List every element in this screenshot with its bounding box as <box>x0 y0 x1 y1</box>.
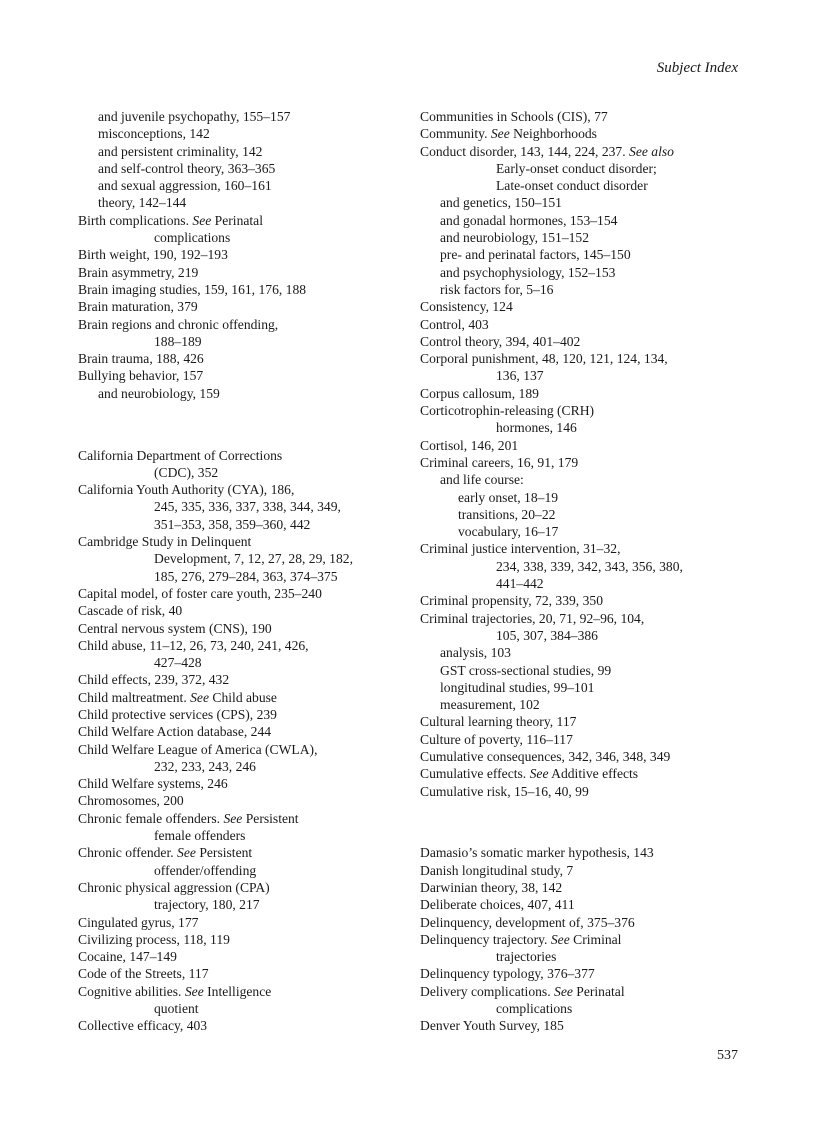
index-entry: Culture of poverty, 116–117 <box>420 731 573 747</box>
index-entry: Cascade of risk, 40 <box>78 603 183 619</box>
page-number: 537 <box>717 1048 738 1063</box>
index-entry: Chronic physical aggression (CPA) <box>78 879 270 895</box>
index-entry: Darwinian theory, 38, 142 <box>420 879 563 895</box>
index-entry: Child Welfare systems, 246 <box>78 776 228 792</box>
entry-text: Perinatal <box>211 212 263 228</box>
index-entry-continuation: 441–442 <box>496 576 544 592</box>
index-entry: Central nervous system (CNS), 190 <box>78 620 272 636</box>
entry-text: Additive effects <box>548 766 639 782</box>
index-entry: Cultural learning theory, 117 <box>420 714 577 730</box>
index-entry: Criminal justice intervention, 31–32, <box>420 541 621 557</box>
entry-text: Delivery complications. <box>420 983 555 999</box>
cross-reference-see: See <box>190 689 209 705</box>
cross-reference-see: See also <box>629 143 674 159</box>
index-entry: Child effects, 239, 372, 432 <box>78 672 230 688</box>
index-entry <box>420 765 750 782</box>
index-entry <box>78 810 418 827</box>
index-entry: Criminal careers, 16, 91, 179 <box>420 454 579 470</box>
index-entry-continuation: complications <box>154 230 231 246</box>
index-entry: Danish longitudinal study, 7 <box>420 862 574 878</box>
index-subentry: analysis, 103 <box>440 645 511 661</box>
entry-text: Conduct disorder, 143, 144, 224, 237. <box>420 143 630 159</box>
index-entry-continuation: 136, 137 <box>496 368 544 384</box>
index-entry: Cumulative risk, 15–16, 40, 99 <box>420 783 589 799</box>
index-entry: Cocaine, 147–149 <box>78 949 177 965</box>
index-entry-continuation: 351–353, 358, 359–360, 442 <box>154 516 311 532</box>
entry-text: Delinquency trajectory. <box>420 931 551 947</box>
index-entry: Brain maturation, 379 <box>78 299 198 315</box>
index-subentry: measurement, 102 <box>440 697 540 713</box>
index-entry-continuation: 245, 335, 336, 337, 338, 344, 349, <box>154 499 341 515</box>
index-subentry: risk factors for, 5–16 <box>440 281 554 297</box>
index-entry: Brain trauma, 188, 426 <box>78 351 204 367</box>
cross-reference-see: See <box>554 983 573 999</box>
cross-reference-see: See <box>192 212 212 228</box>
index-subsubentry: vocabulary, 16–17 <box>458 524 559 540</box>
index-entry-continuation: female offenders <box>154 828 246 844</box>
index-entry: Cortisol, 146, 201 <box>420 437 519 453</box>
index-entry <box>78 689 418 706</box>
index-entry: Bullying behavior, 157 <box>78 368 204 384</box>
index-subentry: and psychophysiology, 152–153 <box>440 264 616 280</box>
index-entry-continuation: 105, 307, 384–386 <box>496 627 598 643</box>
index-entry: Delinquency, development of, 375–376 <box>420 914 635 930</box>
index-entry-continuation: complications <box>496 1001 573 1017</box>
index-entry: Delinquency typology, 376–377 <box>420 966 595 982</box>
index-entry: Child abuse, 11–12, 26, 73, 240, 241, 426, <box>78 637 309 653</box>
index-entry-continuation: quotient <box>154 1001 199 1017</box>
entry-text: Criminal <box>569 931 622 947</box>
index-entry: Civilizing process, 118, 119 <box>78 931 230 947</box>
index-subentry: and genetics, 150–151 <box>440 195 562 211</box>
index-entry <box>78 983 418 1000</box>
index-entry-continuation: 185, 276, 279–284, 363, 374–375 <box>154 568 338 584</box>
index-entry-continuation: (CDC), 352 <box>154 464 219 480</box>
index-entry: Corticotrophin-releasing (CRH) <box>420 403 595 419</box>
index-entry: Brain regions and chronic offending, <box>78 316 279 332</box>
index-subentry: and juvenile psychopathy, 155–157 <box>98 109 291 124</box>
index-entry-continuation: offender/offending <box>154 862 257 878</box>
index-entry-continuation: 427–428 <box>154 655 202 671</box>
index-entry-continuation: 234, 338, 339, 342, 343, 356, 380, <box>496 558 683 574</box>
index-entry: Damasio’s somatic marker hypothesis, 143 <box>420 845 654 861</box>
index-entry: Denver Youth Survey, 185 <box>420 1018 564 1034</box>
index-entry: Communities in Schools (CIS), 77 <box>420 109 608 124</box>
index-entry: Criminal propensity, 72, 339, 350 <box>420 593 603 609</box>
entry-text: Persistent <box>242 810 299 826</box>
index-entry <box>420 983 750 1000</box>
index-entry: Criminal trajectories, 20, 71, 92–96, 104, <box>420 610 645 626</box>
index-entry: Control, 403 <box>420 316 489 332</box>
index-entry: Code of the Streets, 117 <box>78 966 209 982</box>
index-entry <box>420 125 750 142</box>
index-entry: Collective efficacy, 403 <box>78 1018 208 1034</box>
entry-text: Birth complications. <box>78 212 193 228</box>
index-entry-continuation: Development, 7, 12, 27, 28, 29, 182, <box>154 551 353 567</box>
index-entry: Consistency, 124 <box>420 299 513 315</box>
index-entry: Child Welfare Action database, 244 <box>78 724 272 740</box>
cross-reference-see: See <box>529 766 549 782</box>
index-entry: Deliberate choices, 407, 411 <box>420 897 575 913</box>
index-entry: Brain imaging studies, 159, 161, 176, 188 <box>78 281 307 297</box>
index-subentry: and persistent criminality, 142 <box>98 143 263 159</box>
index-entry: Corporal punishment, 48, 120, 121, 124, 134, <box>420 351 668 367</box>
cross-reference-see: See <box>184 983 204 999</box>
entry-text: Cognitive abilities. <box>78 983 185 999</box>
index-subsubentry: early onset, 18–19 <box>458 489 559 505</box>
entry-text: Child maltreatment. <box>78 689 191 705</box>
index-subentry: and self-control theory, 363–365 <box>98 160 276 176</box>
index-entry: Cambridge Study in Delinquent <box>78 534 252 550</box>
index-entry-continuation: trajectory, 180, 217 <box>154 897 260 913</box>
cross-reference-see: See <box>177 845 196 861</box>
index-entry-continuation: 232, 233, 243, 246 <box>154 758 256 774</box>
entry-text: Intelligence <box>203 983 272 999</box>
index-entry: Cingulated gyrus, 177 <box>78 914 199 930</box>
entry-text: Child abuse <box>209 689 277 705</box>
entry-text: Persistent <box>195 845 253 861</box>
index-subentry: and neurobiology, 151–152 <box>440 230 590 246</box>
index-entry-continuation: Late-onset conduct disorder <box>496 178 648 194</box>
index-entry <box>420 143 750 160</box>
index-entry: Control theory, 394, 401–402 <box>420 333 581 349</box>
index-entry-continuation: trajectories <box>496 949 557 965</box>
index-entry-continuation: Early-onset conduct disorder; <box>496 160 657 176</box>
running-head: Subject Index <box>656 60 738 76</box>
index-entry: Chromosomes, 200 <box>78 793 184 809</box>
index-subentry: pre- and perinatal factors, 145–150 <box>440 247 631 263</box>
index-subsubentry: transitions, 20–22 <box>458 506 556 522</box>
index-entry: Cumulative consequences, 342, 346, 348, 349 <box>420 748 671 764</box>
entry-text: Perinatal <box>572 983 625 999</box>
cross-reference-see: See <box>550 931 570 947</box>
index-subentry: and neurobiology, 159 <box>98 385 220 401</box>
index-entry-continuation: hormones, 146 <box>496 420 577 436</box>
index-entry: California Youth Authority (CYA), 186, <box>78 482 295 498</box>
index-entry <box>78 212 418 229</box>
index-entry: Child Welfare League of America (CWLA), <box>78 741 318 757</box>
index-entry: Child protective services (CPS), 239 <box>78 706 277 722</box>
entry-text: Community. <box>420 126 491 142</box>
index-subentry: and sexual aggression, 160–161 <box>98 178 272 194</box>
index-entry: Birth weight, 190, 192–193 <box>78 247 228 263</box>
cross-reference-see: See <box>490 126 510 142</box>
index-subentry: theory, 142–144 <box>98 195 187 211</box>
index-entry: California Department of Corrections <box>78 447 283 463</box>
cross-reference-see: See <box>223 810 243 826</box>
index-entry <box>78 844 418 861</box>
index-letter-gap <box>78 416 418 433</box>
entry-text: Neighborhoods <box>509 126 597 142</box>
index-subentry: misconceptions, 142 <box>98 126 210 142</box>
entry-text: Chronic female offenders. <box>78 810 224 826</box>
index-column-right <box>420 108 750 1035</box>
index-entry: Capital model, of foster care youth, 235–240 <box>78 585 322 601</box>
index-entry <box>420 931 750 948</box>
index-letter-gap <box>420 813 750 830</box>
index-subentry: and life course: <box>440 472 524 488</box>
index-entry: Brain asymmetry, 219 <box>78 264 199 280</box>
entry-text: Cumulative effects. <box>420 766 530 782</box>
index-entry-continuation: 188–189 <box>154 333 202 349</box>
index-entry: Corpus callosum, 189 <box>420 385 539 401</box>
index-column-left <box>78 108 418 1035</box>
index-subentry: and gonadal hormones, 153–154 <box>440 212 618 228</box>
entry-text: Chronic offender. <box>78 845 178 861</box>
index-subentry: longitudinal studies, 99–101 <box>440 679 595 695</box>
index-subentry: GST cross-sectional studies, 99 <box>440 662 612 678</box>
